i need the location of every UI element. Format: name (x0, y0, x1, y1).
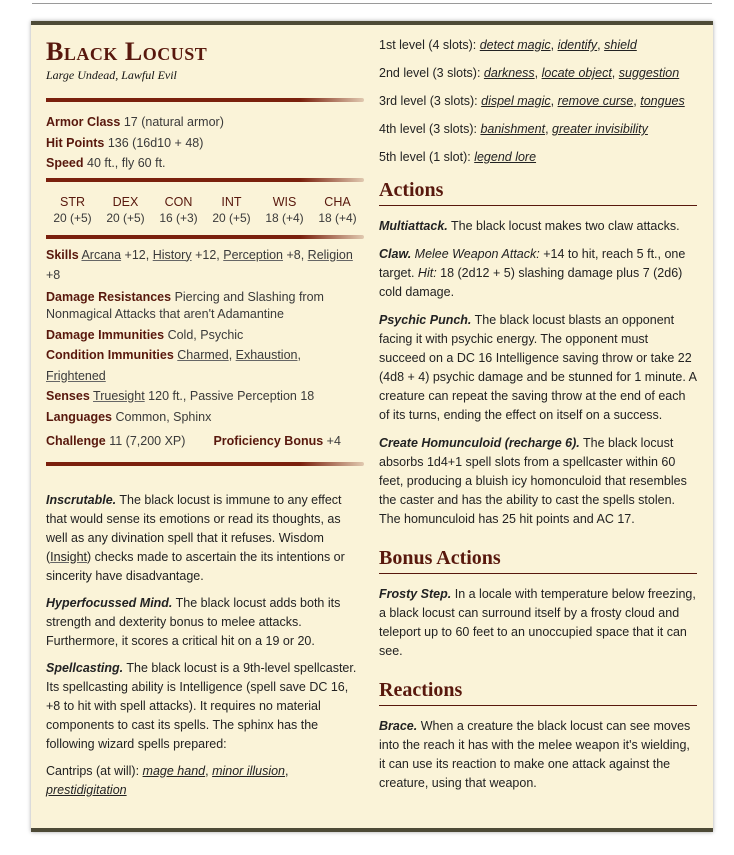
page-top-divider (32, 3, 712, 4)
spell-link[interactable]: mage hand (142, 763, 206, 778)
ability-score: 20 (+5) (53, 210, 92, 225)
spell-level-line: 3rd level (3 slots): dispel magic, remove curse, tongues (379, 94, 685, 108)
insight-link[interactable]: Insight (50, 549, 88, 564)
trait-spellcasting: Spellcasting. The black locust is a 9th-level spellcaster. Its spellcasting ability is Intelligence (spell save DC 16, +8 to hit with spell attacks). It requires no material components to cast its spells. The sphinx has the following wizard spells prepared: (46, 660, 357, 751)
skill-perception-link[interactable]: Perception (223, 247, 283, 262)
speed: Speed 40 ft., fly 60 ft. (46, 156, 166, 170)
heading-rule (379, 573, 697, 574)
spell-level-line: 5th level (1 slot): legend lore (379, 150, 537, 164)
spell-link[interactable]: dispel magic (481, 94, 551, 108)
damage-resistances: Damage Resistances Piercing and Slashing from Nonmagical Attacks that aren't Adamantine (46, 289, 324, 321)
armor-class: Armor Class 17 (natural armor) (46, 115, 224, 129)
spell-link[interactable]: darkness (483, 66, 535, 80)
spell-link[interactable]: detect magic (479, 38, 551, 52)
spell-link[interactable]: prestidigitation (46, 782, 127, 797)
actions-heading: Actions (379, 179, 444, 201)
action-psychic-punch: Psychic Punch. The black locust blasts an opponent facing it with psychic energy. The opponent must succeed on a DC 16 Intelligence saving throw or take 22 (4d8 + 4) psychic damage and be stunned for 1 minute. A creature can repeat the saving throw at the end of each of its turns, ending the effect on itself on a success. (379, 313, 697, 422)
condition-exhaustion-link[interactable]: Exhaustion (235, 348, 298, 362)
truesight-link[interactable]: Truesight (93, 389, 145, 403)
spell-level-line: 1st level (4 slots): detect magic, identify, shield (379, 38, 637, 52)
spell-link[interactable]: minor illusion (212, 763, 286, 778)
skill-history-link[interactable]: History (152, 247, 192, 262)
ability-score: 16 (+3) (159, 210, 198, 225)
heading-rule (379, 705, 697, 706)
bonus-actions-heading: Bonus Actions (379, 547, 501, 569)
ability-con (152, 195, 205, 225)
ability-name: DEX (112, 194, 139, 209)
ability-score: 18 (+4) (318, 210, 357, 225)
ability-score: 18 (+4) (265, 210, 304, 225)
section-rule (46, 178, 364, 182)
languages: Languages Common, Sphinx (46, 409, 212, 424)
creature-meta: Large Undead, Lawful Evil (46, 68, 177, 82)
condition-charmed-link[interactable]: Charmed (177, 348, 229, 362)
action-create-homunculoid: Create Homunculoid (recharge 6). The black locust absorbs 1d4+1 spell slots from a spellcaster within 60 feet, producing a bluish icy homonculoid that resembles the caster and has the ability to cast the spells stolen. The homunculoid has 25 hit points and AC 17. (379, 436, 687, 526)
ability-name: CON (164, 194, 193, 209)
left-column (46, 25, 364, 800)
spell-link[interactable]: tongues (640, 94, 685, 108)
ability-name: WIS (272, 194, 297, 209)
ability-dex (99, 195, 152, 225)
section-rule (46, 235, 364, 239)
damage-immunities: Damage Immunities Cold, Psychic (46, 327, 244, 342)
ability-str (46, 195, 99, 225)
spell-link[interactable]: identify (557, 38, 598, 52)
condition-frightened-link[interactable]: Frightened (46, 368, 106, 383)
hit-points: Hit Points 136 (16d10 + 48) (46, 135, 204, 150)
section-rule (46, 98, 364, 102)
ability-scores (46, 195, 364, 225)
section-rule (46, 462, 364, 466)
action-claw: Claw. Melee Weapon Attack: +14 to hit, reach 5 ft., one target. Hit: 18 (2d12 + 5) slashing damage plus 7 (2d6) cold damage. (379, 247, 686, 299)
skills: Skills Arcana +12, History +12, Perception +8, Religion +8 (46, 247, 353, 282)
ability-name: INT (221, 194, 242, 209)
ability-name: CHA (324, 194, 351, 209)
challenge-row (46, 431, 364, 452)
skill-religion-link[interactable]: Religion (307, 247, 353, 262)
reactions-heading: Reactions (379, 679, 463, 701)
spell-link[interactable]: greater invisibility (552, 122, 648, 136)
ability-cha (311, 195, 364, 225)
proficiency-bonus: Proficiency Bonus +4 (213, 434, 341, 448)
ability-wis (258, 195, 311, 225)
ability-name: STR (60, 194, 85, 209)
spell-level-line: 4th level (3 slots): banishment, greater invisibility (379, 122, 648, 136)
right-column (379, 25, 697, 793)
spell-slot-list (379, 36, 697, 167)
spell-link[interactable]: suggestion (618, 66, 680, 80)
spell-link[interactable]: banishment (480, 122, 546, 136)
reaction-brace: Brace. When a creature the black locust can see moves into the reach it has with the melee weapon it's wielding, it can use its reaction to make one attack against the creature, using that weapon. (379, 719, 691, 790)
spell-level-line: 2nd level (3 slots): darkness, locate object, suggestion (379, 66, 680, 80)
stat-block (31, 21, 713, 832)
trait-hyperfocussed-mind: Hyperfocussed Mind. The black locust adds both its strength and dexterity bonus to melee attacks. Furthermore, it scores a critical hit on a 19 or 20. (46, 595, 341, 648)
spell-link[interactable]: legend lore (474, 150, 537, 164)
spell-link[interactable]: remove curse (557, 94, 634, 108)
spell-link[interactable]: locate object (541, 66, 612, 80)
condition-immunities: Condition Immunities Charmed, Exhaustion, Frightened (46, 348, 301, 383)
spell-link[interactable]: shield (604, 38, 637, 52)
bonus-action-frosty-step: Frosty Step. In a locale with temperature below freezing, a black locust can surround itself by a frosty cloud and teleport up to 60 feet to an unoccupied space that it can see. (379, 587, 696, 658)
ability-int (205, 195, 258, 225)
ability-score: 20 (+5) (212, 210, 251, 225)
skill-arcana-link[interactable]: Arcana (81, 247, 122, 262)
senses: Senses Truesight 120 ft., Passive Perception 18 (46, 389, 315, 403)
challenge: Challenge 11 (7,200 XP) (46, 434, 186, 448)
trait-inscrutable: Inscrutable. The black locust is immune to any effect that would sense its emotions or read its thoughts, as well as any divination spell that it refuses. Wisdom (Insight) checks made to ascertain the its intentions or sincerity have disadvantage. (46, 492, 345, 583)
creature-name: Black Locust (46, 37, 208, 66)
cantrips-line: Cantrips (at will): mage hand, minor illusion, prestidigitation (46, 763, 289, 797)
ability-score: 20 (+5) (106, 210, 145, 225)
heading-rule (379, 205, 697, 206)
action-multiattack: Multiattack. The black locust makes two claw attacks. (379, 219, 680, 233)
